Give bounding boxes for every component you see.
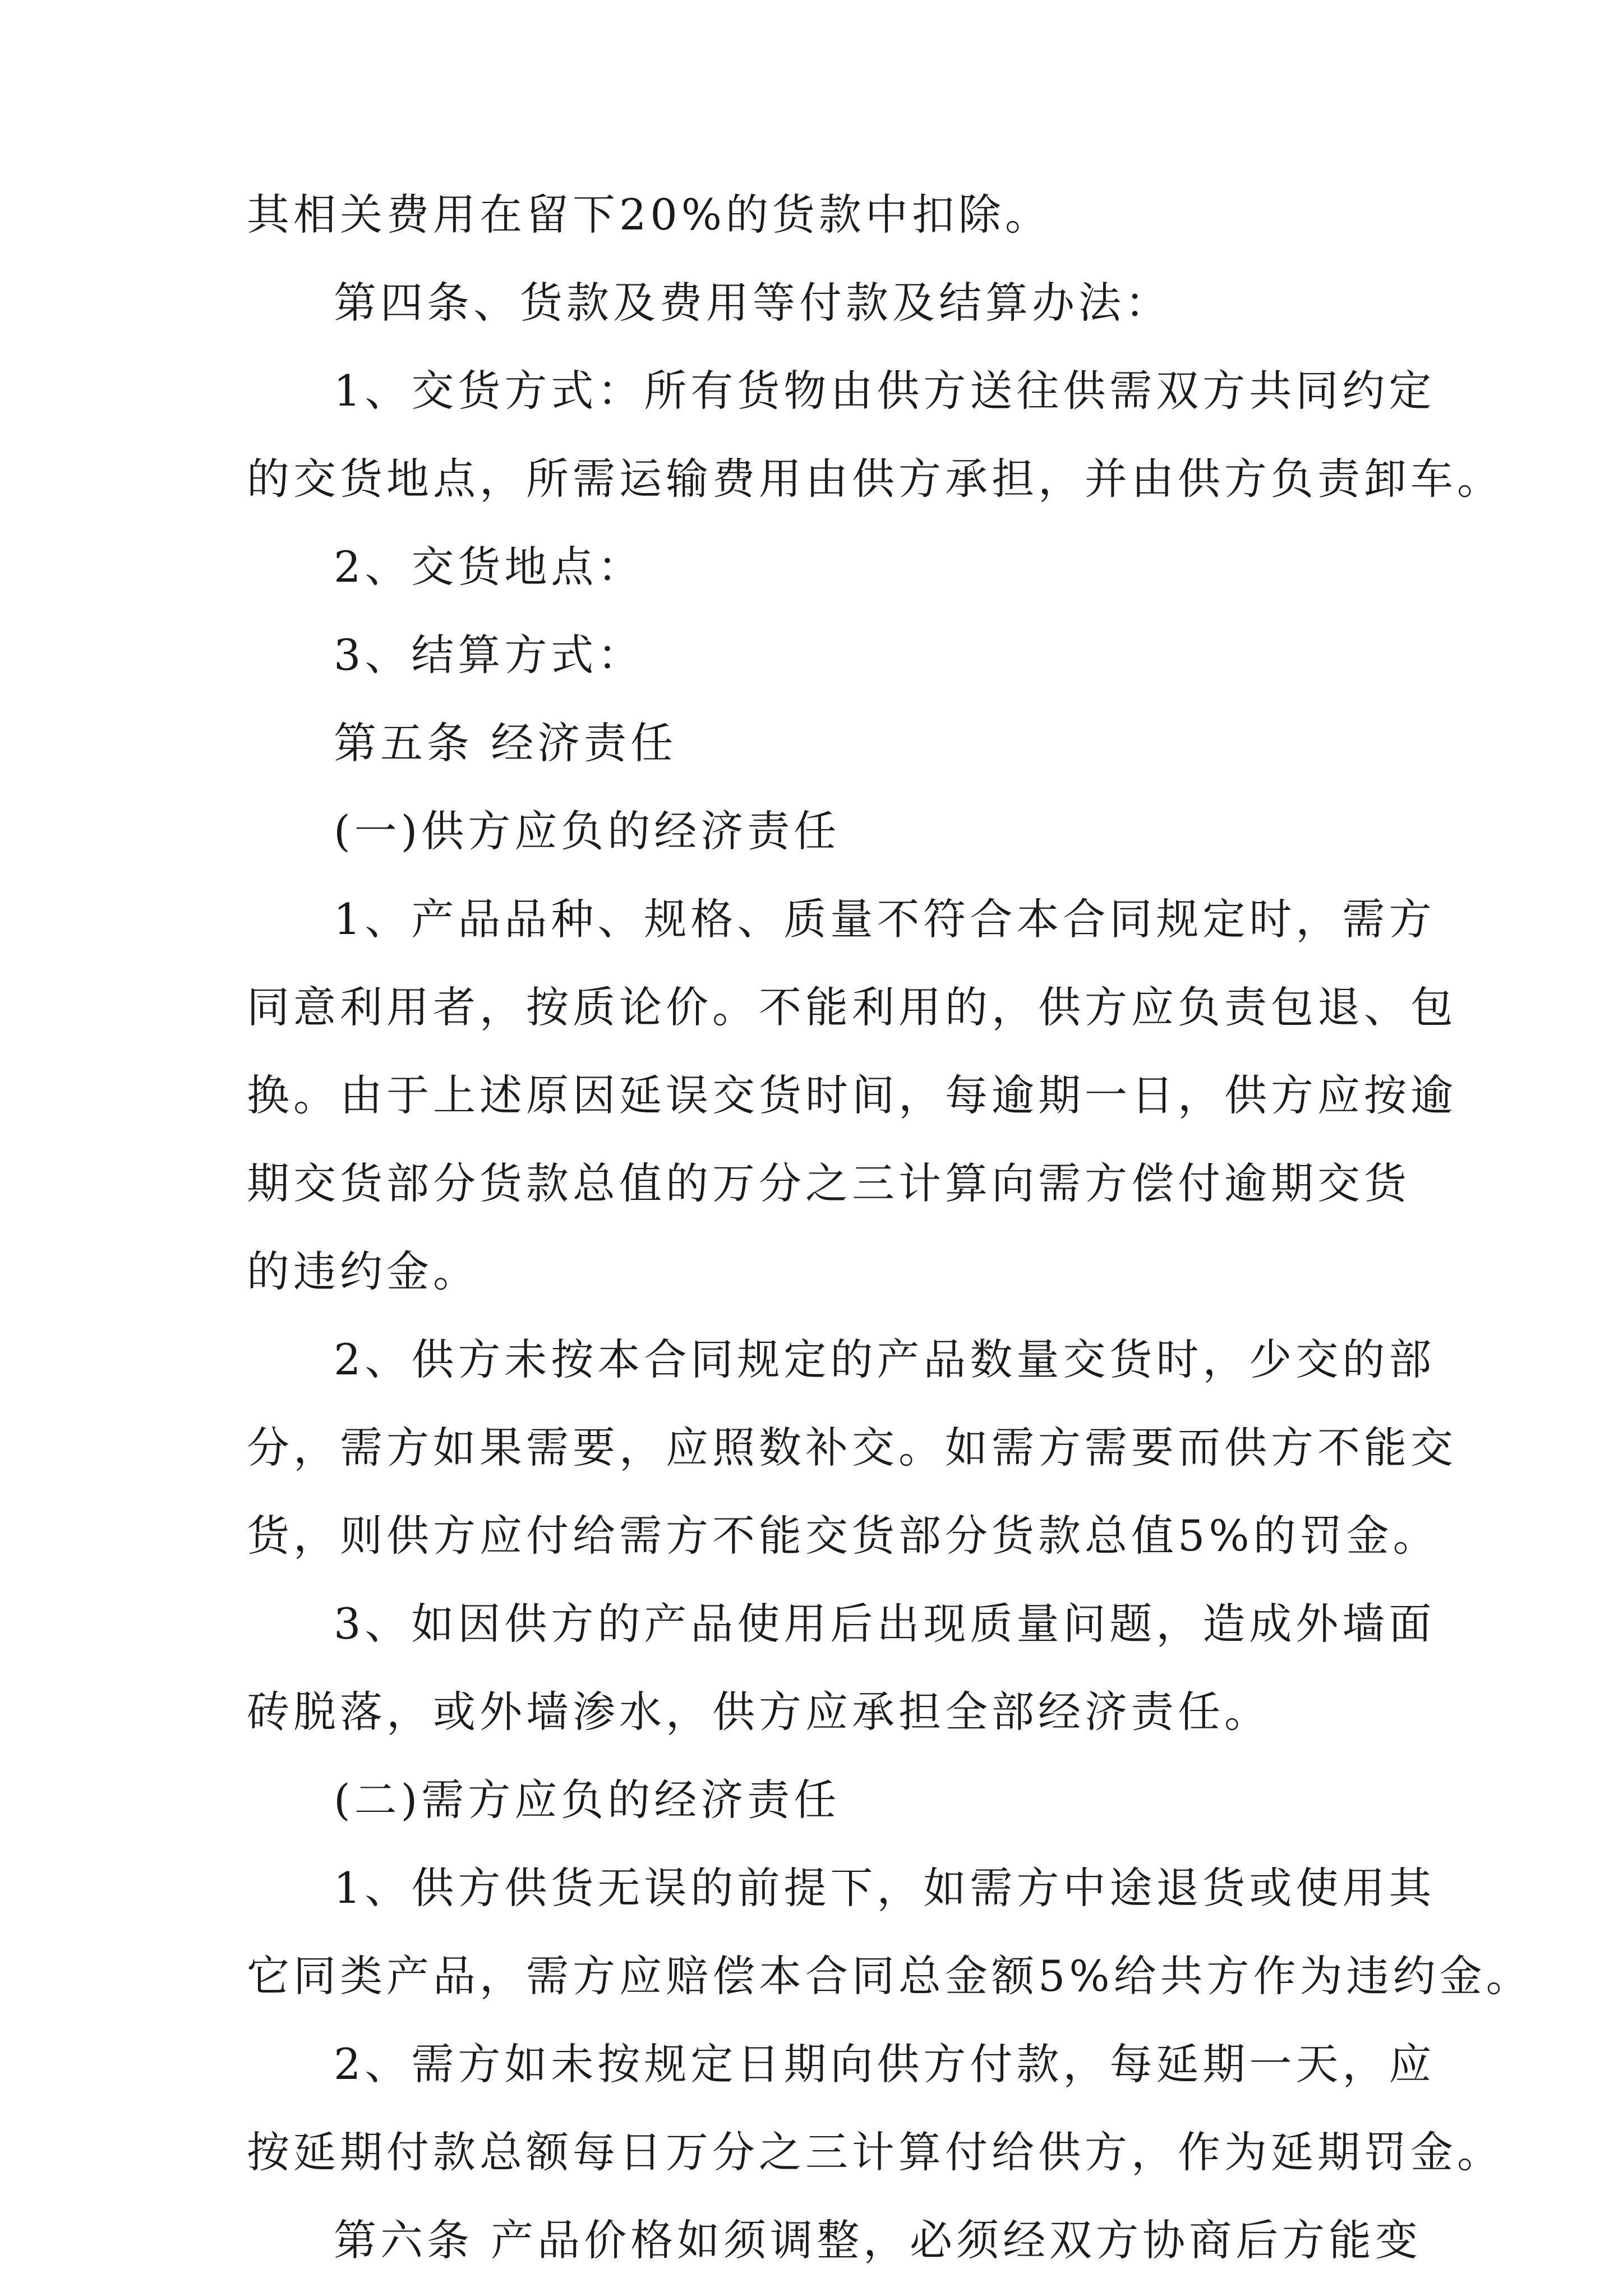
section-heading-6: 第六条 产品价格如须调整，必须经双方协商后方能变 [334, 2215, 1422, 2265]
text-line: 3、如因供方的产品使用后出现质量问题，造成外墙面 [334, 1599, 1436, 1649]
subsection-heading: (一)供方应负的经济责任 [334, 806, 841, 856]
text-line: 的违约金。 [247, 1246, 479, 1296]
text-line: 期交货部分货款总值的万分之三计算向需方偿付逾期交货 [247, 1158, 1410, 1208]
text-line: 其相关费用在留下20%的货款中扣除。 [247, 190, 1052, 240]
text-line: 2、交货地点： [334, 542, 644, 592]
text-line: 砖脱落，或外墙渗水，供方应承担全部经济责任。 [247, 1687, 1271, 1737]
text-line: 换。由于上述原因延误交货时间，每逾期一日，供方应按逾 [247, 1070, 1457, 1120]
text-line: 货，则供方应付给需方不能交货部分货款总值5%的罚金。 [247, 1511, 1440, 1561]
text-line: 1、产品品种、规格、质量不符合本合同规定时，需方 [334, 894, 1436, 944]
section-heading-4: 第四条、货款及费用等付款及结算办法： [334, 278, 1172, 328]
section-heading-5: 第五条 经济责任 [334, 718, 677, 768]
text-line: 2、供方未按本合同规定的产品数量交货时，少交的部 [334, 1335, 1436, 1384]
text-line: 1、交货方式：所有货物由供方送往供需双方共同约定 [334, 366, 1436, 416]
text-line: 它同类产品，需方应赔偿本合同总金额5%给共方作为违约金。 [247, 1951, 1533, 2001]
text-line: 同意利用者，按质论价。不能利用的，供方应负责包退、包 [247, 982, 1457, 1032]
text-line: 按延期付款总额每日万分之三计算付给供方，作为延期罚金。 [247, 2127, 1504, 2177]
text-line: 3、结算方式： [334, 630, 644, 680]
text-line: 的交货地点，所需运输费用由供方承担，并由供方负责卸车。 [247, 454, 1504, 504]
text-line: 2、需方如未按规定日期向供方付款，每延期一天，应 [334, 2039, 1436, 2089]
text-line: 分，需方如果需要，应照数补交。如需方需要而供方不能交 [247, 1423, 1457, 1473]
subsection-heading: (二)需方应负的经济责任 [334, 1775, 841, 1825]
text-line: 1、供方供货无误的前提下，如需方中途退货或使用其 [334, 1863, 1436, 1913]
